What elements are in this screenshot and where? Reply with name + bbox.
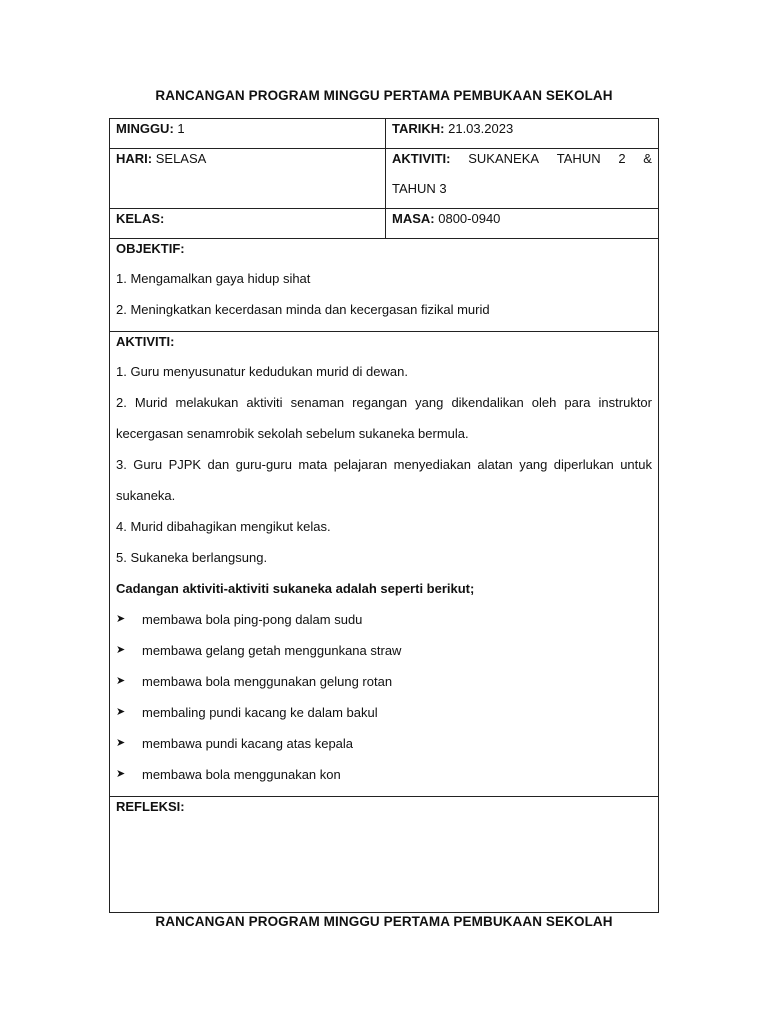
list-item (116, 759, 652, 790)
aktiviti-word: 2 (618, 151, 626, 166)
arrow-bullet-icon: ➤ (116, 706, 126, 718)
arrow-bullet-icon: ➤ (116, 613, 126, 625)
objektif-item: 2. Meningkatkan kecerdasan minda dan kecergasan fizikal murid (116, 302, 490, 317)
aktiviti-item: 4. Murid dibahagikan mengikut kelas. (116, 519, 331, 534)
minggu-label: MINGGU: (116, 121, 174, 136)
bullet-text: membawa gelang getah menggunkana straw (142, 643, 402, 658)
bullet-text: membawa bola ping-pong dalam sudu (142, 612, 363, 627)
tarikh-cell (386, 119, 659, 149)
aktiviti-cell (110, 332, 659, 797)
minggu-value: 1 (177, 121, 185, 136)
masa-value: 0800-0940 (438, 211, 501, 226)
bullet-text: membawa bola menggunakan gelung rotan (142, 674, 393, 689)
aktiviti-word: SUKANEKA (468, 151, 540, 166)
aktiviti-item: 2. Murid melakukan aktiviti senaman regangan yang dikendalikan oleh para instruktor kecergasan senamrobik sekolah sebelum sukaneka bermula. (116, 395, 652, 441)
kelas-cell (110, 209, 386, 239)
aktiviti-item: 5. Sukaneka berlangsung. (116, 550, 268, 565)
hari-label: HARI: (116, 151, 153, 166)
objektif-heading: OBJEKTIF: (116, 241, 185, 256)
masa-label: MASA: (392, 211, 435, 226)
aktiviti-header-line (392, 149, 652, 167)
aktiviti-header-label: AKTIVITI: (392, 151, 451, 166)
arrow-bullet-icon: ➤ (116, 675, 126, 687)
refleksi-cell (110, 797, 659, 913)
bullet-text: membawa bola menggunakan kon (142, 767, 341, 782)
arrow-bullet-icon: ➤ (116, 737, 126, 749)
aktiviti-heading: AKTIVITI: (116, 334, 175, 349)
aktiviti-word: TAHUN (556, 151, 601, 166)
tarikh-value: 21.03.2023 (448, 121, 514, 136)
list-item (116, 666, 652, 697)
aktiviti-word: & (643, 151, 652, 166)
list-item (116, 635, 652, 666)
bullet-text: membawa pundi kacang atas kepala (142, 736, 354, 751)
refleksi-heading: REFLEKSI: (116, 799, 185, 814)
aktiviti-header-cell (386, 149, 659, 209)
hari-cell (110, 149, 386, 209)
tarikh-label: TARIKH: (392, 121, 445, 136)
plan-table (109, 118, 659, 913)
page-title-bottom: RANCANGAN PROGRAM MINGGU PERTAMA PEMBUKAAN SEKOLAH (155, 914, 613, 929)
arrow-bullet-icon: ➤ (116, 644, 126, 656)
list-item (116, 697, 652, 728)
list-item (116, 604, 652, 635)
page-title: RANCANGAN PROGRAM MINGGU PERTAMA PEMBUKAAN SEKOLAH (155, 88, 613, 103)
cadangan-heading: Cadangan aktiviti-aktiviti sukaneka adalah seperti berikut; (116, 581, 475, 596)
aktiviti-item: 3. Guru PJPK dan guru-guru mata pelajaran menyediakan alatan yang diperlukan untuk sukaneka. (116, 457, 652, 503)
kelas-label: KELAS: (116, 211, 165, 226)
aktiviti-item: 1. Guru menyusunatur kedudukan murid di dewan. (116, 364, 408, 379)
bullet-text: membaling pundi kacang ke dalam bakul (142, 705, 378, 720)
list-item (116, 728, 652, 759)
aktiviti-header-line2: TAHUN 3 (392, 181, 447, 196)
objektif-cell (110, 239, 659, 332)
arrow-bullet-icon: ➤ (116, 768, 126, 780)
objektif-item: 1. Mengamalkan gaya hidup sihat (116, 271, 311, 286)
minggu-cell (110, 119, 386, 149)
hari-value: SELASA (155, 151, 207, 166)
masa-cell (386, 209, 659, 239)
